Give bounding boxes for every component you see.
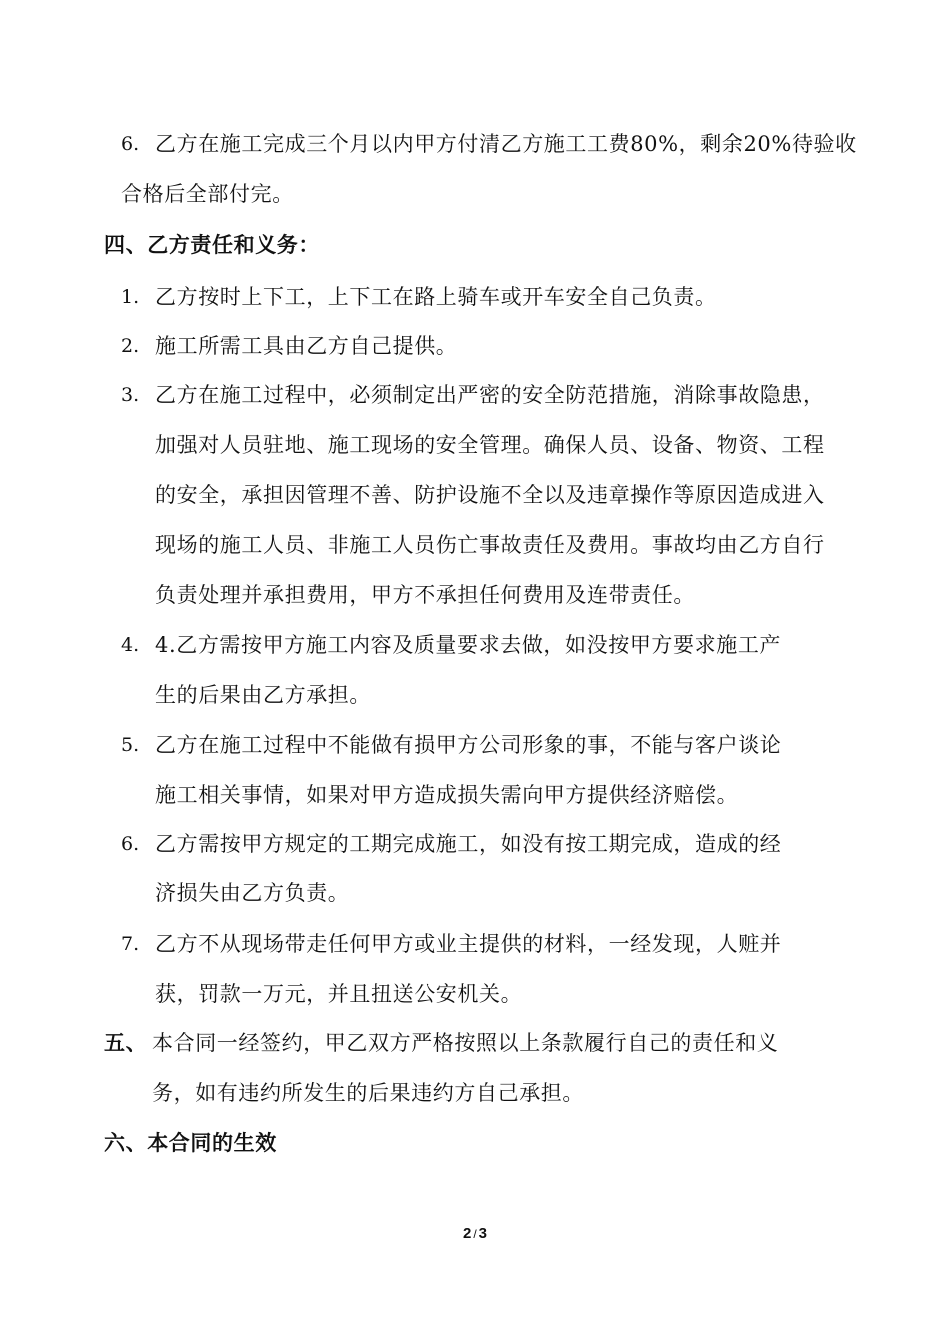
- section-heading: 六、本合同的生效: [104, 1131, 277, 1155]
- text-line: 乙方不从现场带走任何甲方或业主提供的材料，一经发现，人赃并: [155, 932, 782, 956]
- list-number: 5.: [121, 734, 140, 756]
- text-line: 合格后全部付完。: [121, 182, 294, 206]
- text-line: 4.乙方需按甲方施工内容及质量要求去做，如没按甲方要求施工产: [155, 633, 782, 657]
- text-line: 乙方在施工完成三个月以内甲方付清乙方施工工费80%，剩余20%待验收: [155, 132, 857, 156]
- text-line: 乙方需按甲方规定的工期完成施工，如没有按工期完成，造成的经: [155, 832, 782, 856]
- list-number: 7.: [121, 933, 140, 955]
- page-total: 3: [478, 1225, 488, 1242]
- text-line: 乙方在施工过程中不能做有损甲方公司形象的事，不能与客户谈论: [155, 733, 782, 757]
- page-number: [0, 1224, 950, 1244]
- text-line: 负责处理并承担费用，甲方不承担任何费用及连带责任。: [155, 583, 695, 607]
- page-current: 2: [462, 1225, 472, 1242]
- list-number: 1.: [121, 286, 140, 308]
- list-number: 3.: [121, 384, 140, 406]
- text-line: 的安全，承担因管理不善、防护设施不全以及违章操作等原因造成进入: [155, 483, 825, 507]
- text-line: 生的后果由乙方承担。: [155, 683, 371, 707]
- section-heading: 四、乙方责任和义务：: [104, 233, 320, 257]
- text-line: 现场的施工人员、非施工人员伤亡事故责任及费用。事故均由乙方自行: [155, 533, 825, 557]
- text-line: 务，如有违约所发生的后果违约方自己承担。: [152, 1081, 584, 1105]
- text-line: 本合同一经签约，甲乙双方严格按照以上条款履行自己的责任和义: [152, 1031, 779, 1055]
- text-line: 加强对人员驻地、施工现场的安全管理。确保人员、设备、物资、工程: [155, 433, 825, 457]
- text-line: 获，罚款一万元，并且扭送公安机关。: [155, 982, 523, 1006]
- list-number: 2.: [121, 335, 140, 357]
- list-number: 6.: [121, 133, 140, 155]
- page-separator: /: [473, 1227, 477, 1241]
- text-line: 施工所需工具由乙方自己提供。: [155, 334, 458, 358]
- text-line: 济损失由乙方负责。: [155, 881, 350, 905]
- section-heading: 五、: [104, 1031, 148, 1055]
- text-line: 施工相关事情，如果对甲方造成损失需向甲方提供经济赔偿。: [155, 783, 739, 807]
- text-line: 乙方在施工过程中，必须制定出严密的安全防范措施，消除事故隐患，: [155, 383, 825, 407]
- list-number: 6.: [121, 833, 140, 855]
- list-number: 4.: [121, 634, 140, 656]
- text-line: 乙方按时上下工，上下工在路上骑车或开车安全自己负责。: [155, 285, 717, 309]
